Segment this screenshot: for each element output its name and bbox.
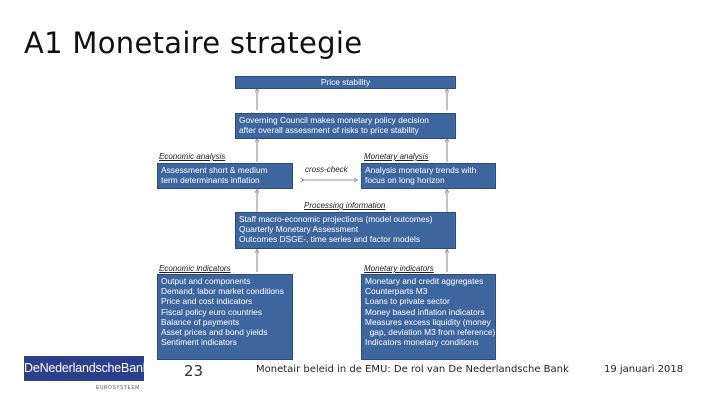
econ-ind-line: Output and components [161, 276, 251, 286]
mon-ind-line: Money based inflation indicators [365, 306, 485, 317]
price-stability-label: Price stability [320, 77, 371, 87]
page-number: 23 [184, 362, 204, 380]
econ-analysis-line-1: Assessment short & medium [161, 165, 268, 175]
processing-line-3: Outcomes DSGE-, time series and factor models [239, 234, 421, 245]
processing-line-2: Quarterly Monetary Assessment [239, 224, 359, 235]
price-stability-box [235, 76, 456, 89]
slide-title: A1 Monetaire strategie [24, 26, 363, 60]
mon-ind-line: Indicators monetary conditions [365, 337, 479, 348]
economic-indicators-caption: Economic indicators [159, 264, 231, 273]
mon-ind-line: Counterparts M3 [365, 286, 428, 297]
monetary-analysis-box [361, 163, 496, 189]
econ-ind-line: Asset prices and bond yields [161, 327, 268, 338]
econ-ind-line: Demand, labor market conditions [161, 286, 284, 297]
mon-analysis-line-2: focus on long horizon [365, 175, 445, 186]
economic-indicators-box [157, 274, 293, 360]
econ-ind-line: Price and cost indicators [161, 296, 253, 307]
processing-line-1: Staff macro-economic projections (model outcomes) [239, 214, 433, 224]
footer-date: 19 januari 2018 [604, 364, 684, 375]
mon-ind-line: Monetary and credit aggregates [365, 276, 484, 286]
gc-line-1: Governing Council makes monetary policy decision [239, 115, 429, 125]
econ-analysis-line-2: term determinants inflation [161, 175, 260, 186]
gc-line-2: after overall assessment of risks to price stability [239, 125, 419, 136]
econ-ind-line: Balance of payments [161, 316, 240, 327]
monetary-indicators-caption: Monetary indicators [364, 264, 434, 273]
mon-ind-line: Loans to private sector [365, 296, 450, 307]
economic-analysis-box [157, 163, 293, 189]
mon-ind-line: Measures excess liquidity (money [365, 316, 491, 327]
dnb-logo-subtitle: EUROSYSTEEM [96, 385, 140, 391]
monetary-analysis-caption: Monetary analysis [364, 152, 429, 161]
econ-ind-line: Fiscal policy euro countries [161, 306, 263, 317]
dnb-logo-text: DeNederlandscheBank [24, 361, 149, 375]
governing-council-box [235, 113, 456, 139]
econ-ind-line: Sentiment indicators [161, 337, 237, 348]
processing-caption: Processing information [304, 201, 386, 210]
footer-text: Monetair beleid in de EMU: De rol van De Nederlandsche Bank [256, 364, 569, 375]
mon-ind-line: gap, deviation M3 from reference) [365, 327, 496, 338]
cross-check-label: cross-check [305, 165, 348, 174]
mon-analysis-line-1: Analysis monetary trends with [365, 165, 477, 175]
dnb-logo [24, 356, 149, 381]
processing-box [235, 212, 456, 249]
economic-analysis-caption: Economic analysis [159, 152, 226, 161]
monetary-indicators-box [361, 274, 496, 360]
